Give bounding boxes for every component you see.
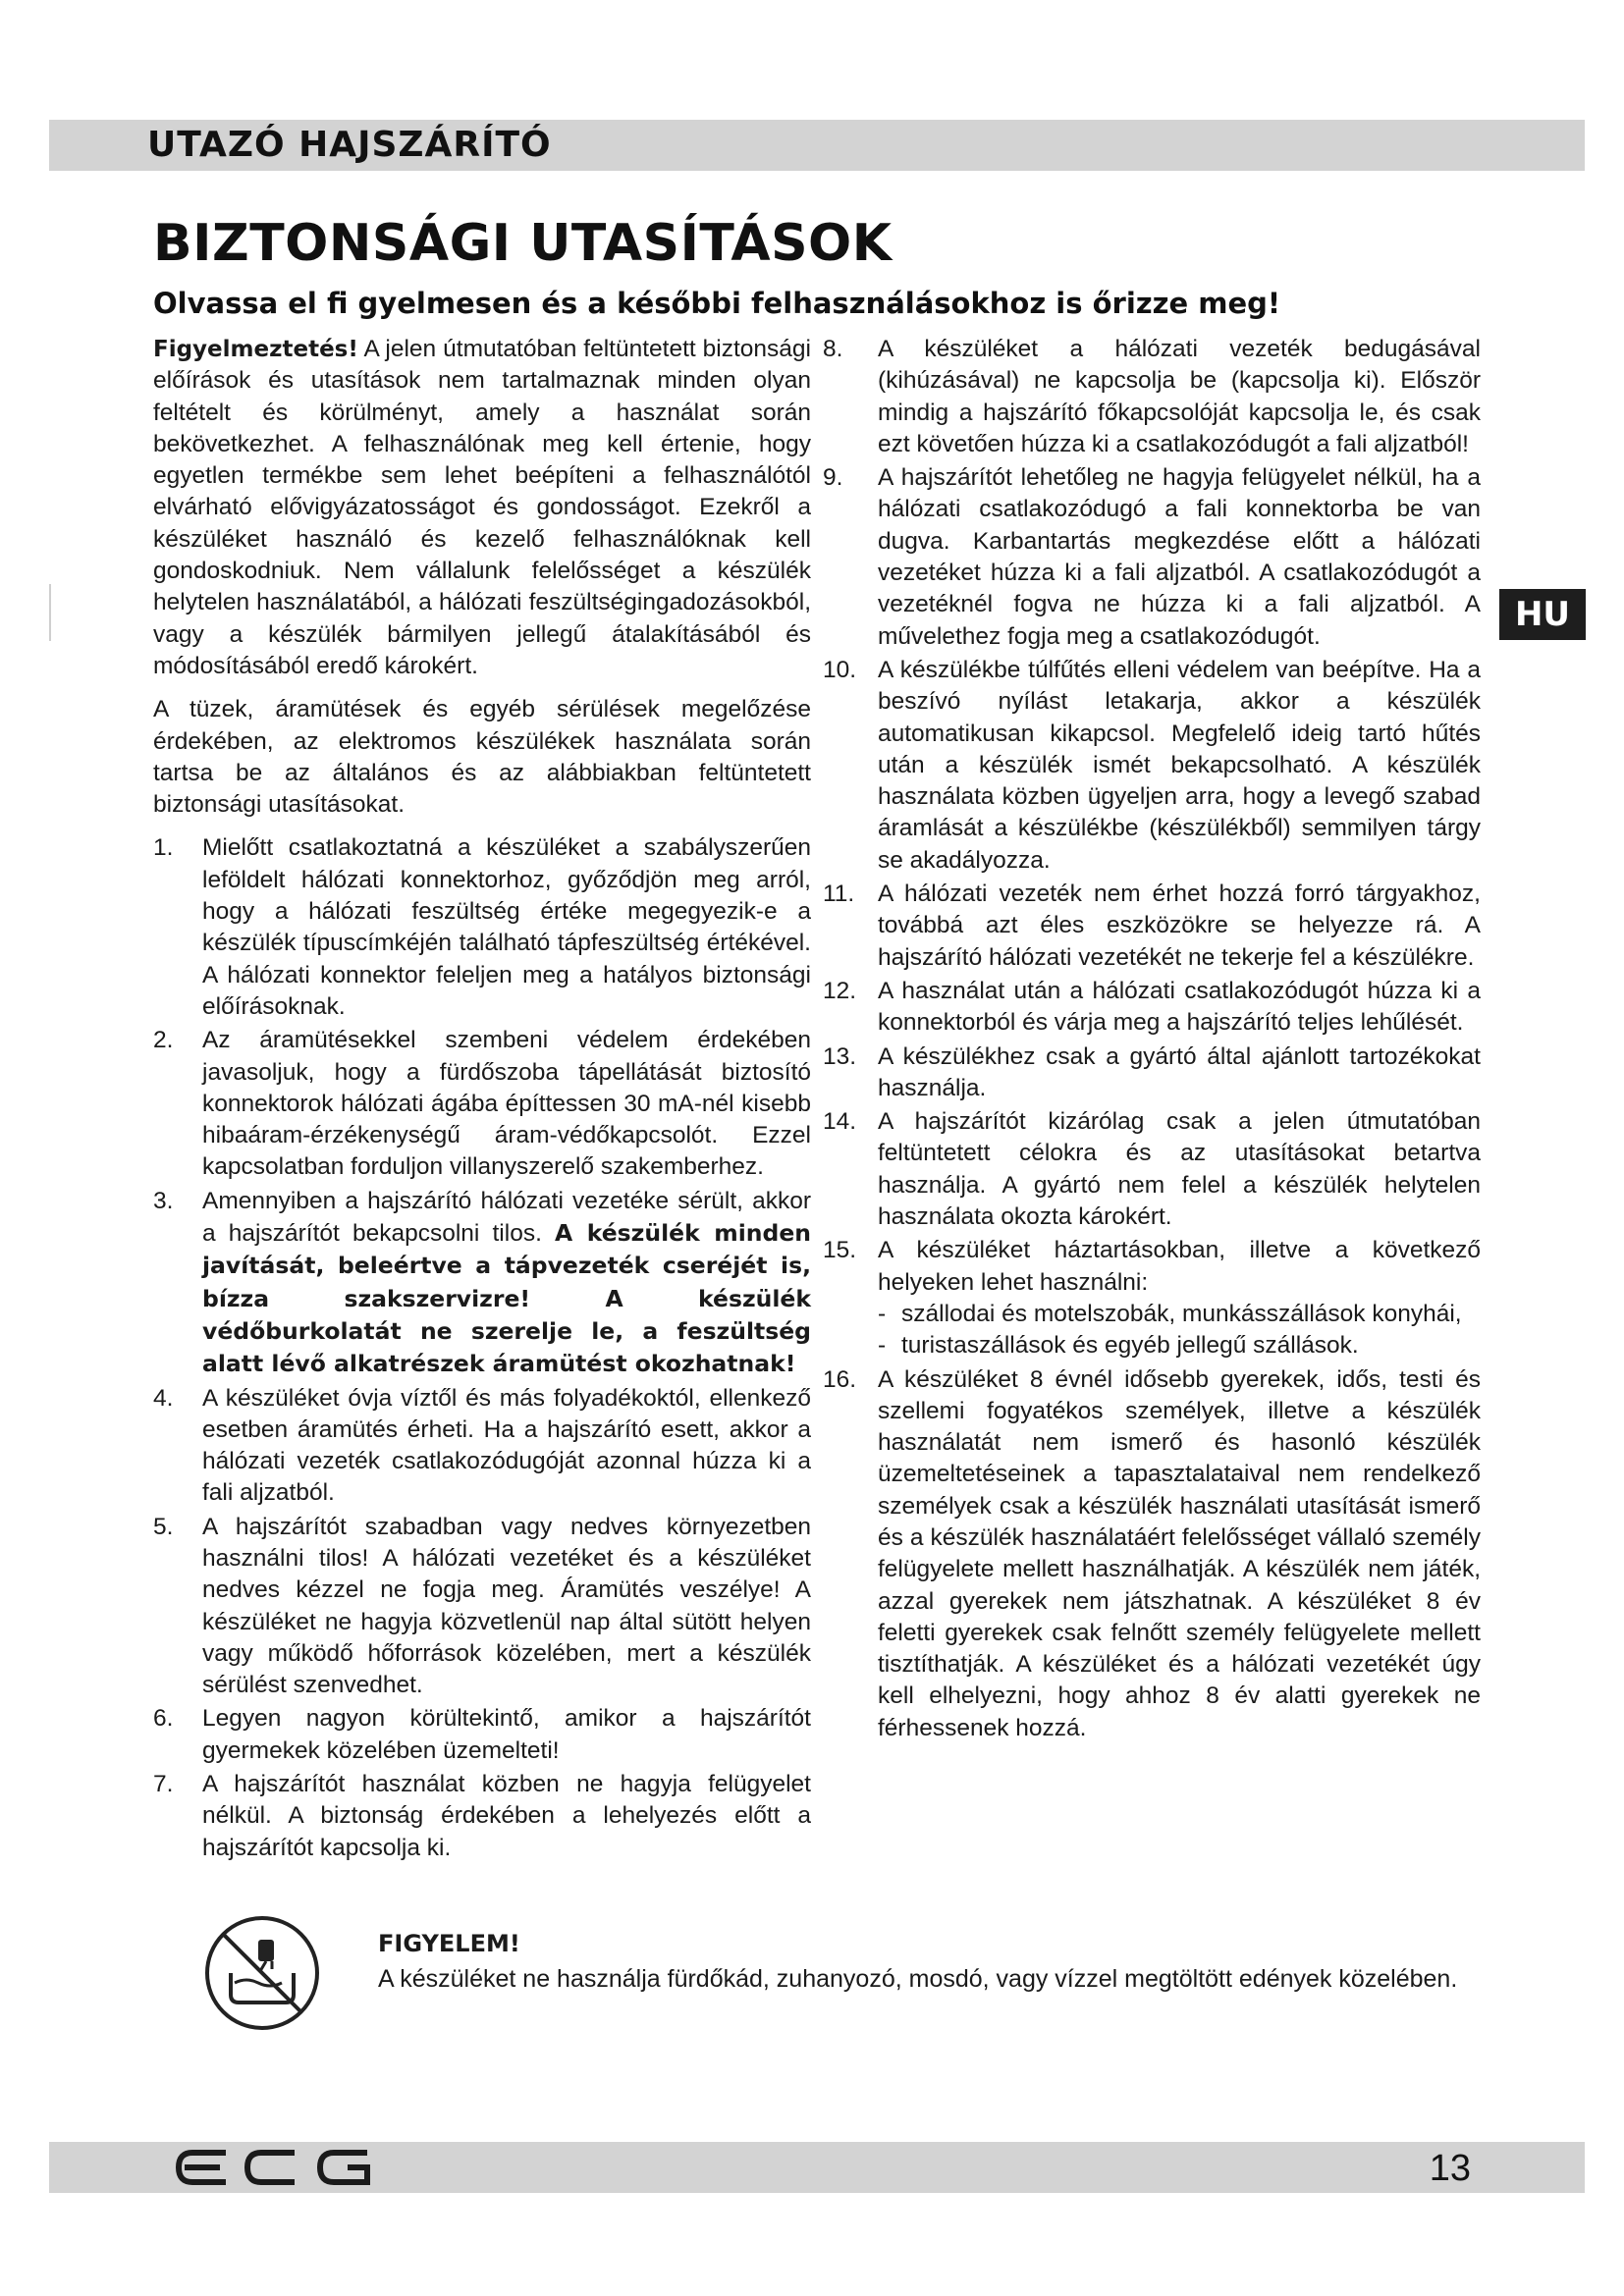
language-badge: HU	[1499, 589, 1586, 640]
list-item	[153, 1025, 811, 1183]
item-text: A készüléket 8 évnél idősebb gyerekek, idős, testi és szellemi fogyatékos személyek, illetve a készülék használatát nem ismerő és hasonló készülék üzemeltetéseinek a tapasztalataival nem rendelkező személyek csak a készülék használati utasítását ismerő és a készülék használatáért felelősséget vállaló személy felügyelete mellett használhatják. A készülék nem játék, azzal gyerekek nem játszhatnak. A készüléket 8 év feletti gyerekek csak felnőtt személy felügyelete mellett tisztíthatják. A készüléket és a hálózati vezetékét úgy kell elhelyezni, hogy ahhoz 8 év alatti gyerekek ne férhessenek hozzá.	[878, 1365, 1481, 1741]
item-text: A hálózati vezeték nem érhet hozzá forró tárgyakhoz, továbbá azt éles eszközökre se helyezze rá. A hajszárító hálózati vezetékét ne tekerje fel a készülékre.	[878, 881, 1481, 971]
list-item	[153, 1769, 811, 1864]
usage-place-item: - turistaszállások és egyéb jellegű szállások.	[878, 1330, 1481, 1362]
footer-band	[49, 2142, 1585, 2193]
item-text: A készüléket óvja víztől és más folyadékoktól, ellenkező esetben áramütés érheti. Ha a hajszárító esett, akkor a hálózati vezeték csatlakozódugóját azonnal húzza ki a fali aljzatból.	[202, 1384, 811, 1507]
item-text: A hajszárítót szabadban vagy nedves környezetben használni tilos! A hálózati vezetéket és a készüléket nedves kézzel ne fogja meg. Áramütés veszélye! A készüléket ne hagyja közvetlenül nap által sütött helyen vagy működő hőforrások közelében, mert a készülék sérülést szenvedhet.	[202, 1513, 811, 1699]
item-number: 13.	[823, 1042, 857, 1070]
usage-place-item: - szállodai és motelszobák, munkásszállások konyhái,	[878, 1299, 1481, 1330]
item-number: 16.	[823, 1365, 857, 1393]
item-number: 8.	[823, 336, 843, 362]
list-item	[153, 1703, 811, 1767]
intro-paragraph: A tüzek, áramütések és egyéb sérülések megelőzése érdekében, az elektromos készülékek használata során tartsa be az általános és az alábbiakban feltüntetett biztonsági utasításokat.	[153, 696, 811, 819]
ecg-logo	[175, 2149, 381, 2186]
item-number: 5.	[153, 1513, 174, 1540]
item-number: 10.	[823, 656, 857, 683]
item-text: A készülékbe túlfűtés elleni védelem van beépítve. Ha a beszívó nyílást letakarja, akkor a készülék automatikusan kikapcsol. Megfelelő ideig tartó hűtés után a készülék ismét bekapcsolható. A készülék használata közben ügyeljen arra, hogy a levegő szabad áramlását a készülékbe (készülékből) semmilyen tárgy se akadályozza.	[878, 656, 1481, 874]
item-number: 11.	[823, 881, 855, 908]
intro-warning	[153, 334, 811, 682]
item-text: A hajszárítót használat közben ne hagyja felügyelet nélkül. A biztonság érdekében a lehelyezés előtt a hajszárítót kapcsolja ki.	[202, 1771, 811, 1861]
item-text: A használat után a hálózati csatlakozódugót húzza ki a konnektorból és várja meg a hajszárító teljes lehűlését.	[878, 977, 1481, 1037]
product-name: UTAZÓ HAJSZÁRÍTÓ	[147, 125, 552, 165]
item-number: 4.	[153, 1384, 174, 1412]
list-item	[153, 1383, 811, 1510]
item-text: Legyen nagyon körültekintő, amikor a hajszárítót gyermekek közelében üzemelteti!	[202, 1705, 811, 1764]
warning-text: A jelen útmutatóban feltüntetett biztonsági előírások és utasítások nem tartalmaznak minden olyan feltételt és körülményt, amely a használat során bekövetkezhet. A felhasználónak meg kell értenie, hogy egyetlen termékbe sem lehet beépíteni a felhasználótól elvárható elővigyázatosságot és gondosságot. Ezekről a készüléket használó és kezelő felhasználóknak kell gondoskodniuk. Nem vállalunk felelősséget a készülék helytelen használatából, a hálózati feszültségingadozásokból, vagy a készülék bármilyen jellegű átalakításából és módosításából eredő károkért.	[153, 336, 811, 679]
usage-places-list	[878, 1299, 1481, 1362]
item-number: 15.	[823, 1237, 857, 1264]
margin-mark	[49, 584, 51, 641]
item-number: 12.	[823, 977, 857, 1004]
item-text: Az áramütésekkel szembeni védelem érdekében javasoljuk, hogy a fürdőszoba tápellátását biztosító konnektorok hálózati ágába építtessen 30 mA-nél kisebb hibaáram-érzékenységű áram-védőkapcsolót. Ezzel kapcsolatban forduljon villanyszerelő szakemberhez.	[202, 1027, 811, 1181]
no-bathtub-icon	[201, 1912, 323, 2034]
item-text: A hajszárítót kizárólag csak a jelen útmutatóban feltüntetett célokra és az utasításokat betartva használja. A gyártó nem felel a készülék helytelen használata okozta károkért.	[878, 1108, 1481, 1231]
list-item	[823, 1235, 1481, 1362]
item-text: A hajszárítót lehetőleg ne hagyja felügyelet nélkül, ha a hálózati csatlakozódugó a fali konnektorba be van dugva. Karbantartás megkezdése előtt a hálózati vezetéket húzza ki a fali aljzatból. A csatlakozódugót a vezetéknél fogva ne húzza ki a fali aljzatból. A művelethez fogja meg a csatlakozódugót.	[878, 464, 1481, 650]
item-number: 7.	[153, 1771, 174, 1798]
list-item	[823, 1364, 1481, 1745]
item-text: A készüléket a hálózati vezeték bedugásával (kihúzásával) ne kapcsolja be (kapcsolja ki). Először mindig a hajszárító főkapcsolóját kapcsolja le, és csak ezt követően húzza ki a csatlakozódugót a fali aljzatból!	[878, 336, 1481, 457]
item-text: A készüléket háztartásokban, illetve a következő helyeken lehet használni:	[878, 1237, 1481, 1296]
item-number: 2.	[153, 1027, 174, 1054]
warning-label: Figyelmeztetés!	[153, 337, 358, 362]
page-title: BIZTONSÁGI UTASÍTÁSOK	[153, 214, 893, 273]
list-item	[823, 334, 1481, 460]
list-item	[823, 879, 1481, 974]
item-number: 6.	[153, 1705, 174, 1733]
item-bold-text: A készülék minden javítását, beleértve a tápvezeték cseréjét is, bízza szakszervizre! A készülék védőburkolatát ne szerelje le, a feszültség alatt lévő alkatrészek áramütést okozhatnak!	[202, 1219, 811, 1378]
list-item	[153, 832, 811, 1023]
item-text: A készülékhez csak a gyártó által ajánlott tartozékokat használja.	[878, 1042, 1481, 1101]
item-number: 3.	[153, 1187, 174, 1214]
list-item	[823, 976, 1481, 1040]
item-number: 1.	[153, 834, 174, 862]
item-number: 14.	[823, 1108, 857, 1136]
caution-text: A készüléket ne használja fürdőkád, zuhanyozó, mosdó, vagy vízzel megtöltött edények közelében.	[378, 1965, 1458, 1993]
list-item	[153, 1186, 811, 1381]
item-text: Mielőtt csatlakoztatná a készüléket a szabályszerűen leföldelt hálózati konnektorhoz, győződjön meg arról, hogy a hálózati feszültség értéke megegyezik-e a készülék típuscímkéjén található tápfeszültség értékével. A hálózati konnektor feleljen meg a hatályos biztonsági előírásoknak.	[202, 834, 811, 1020]
list-item	[823, 655, 1481, 877]
caution-title: FIGYELEM!	[378, 1930, 520, 1957]
list-item	[823, 1106, 1481, 1233]
list-item	[823, 462, 1481, 653]
left-column	[153, 334, 811, 1866]
list-item	[153, 1512, 811, 1702]
list-item	[823, 1041, 1481, 1105]
page-number: 13	[1429, 2148, 1471, 2189]
header-band	[49, 120, 1585, 171]
right-column	[823, 334, 1481, 1746]
page-subtitle: Olvassa el fi gyelmesen és a későbbi felhasználásokhoz is őrizze meg!	[153, 287, 1281, 320]
item-text: Amennyiben a hajszárító hálózati vezetéke sérült, akkor a hajszárítót bekapcsolni tilos.	[202, 1187, 811, 1248]
item-number: 9.	[823, 464, 843, 492]
